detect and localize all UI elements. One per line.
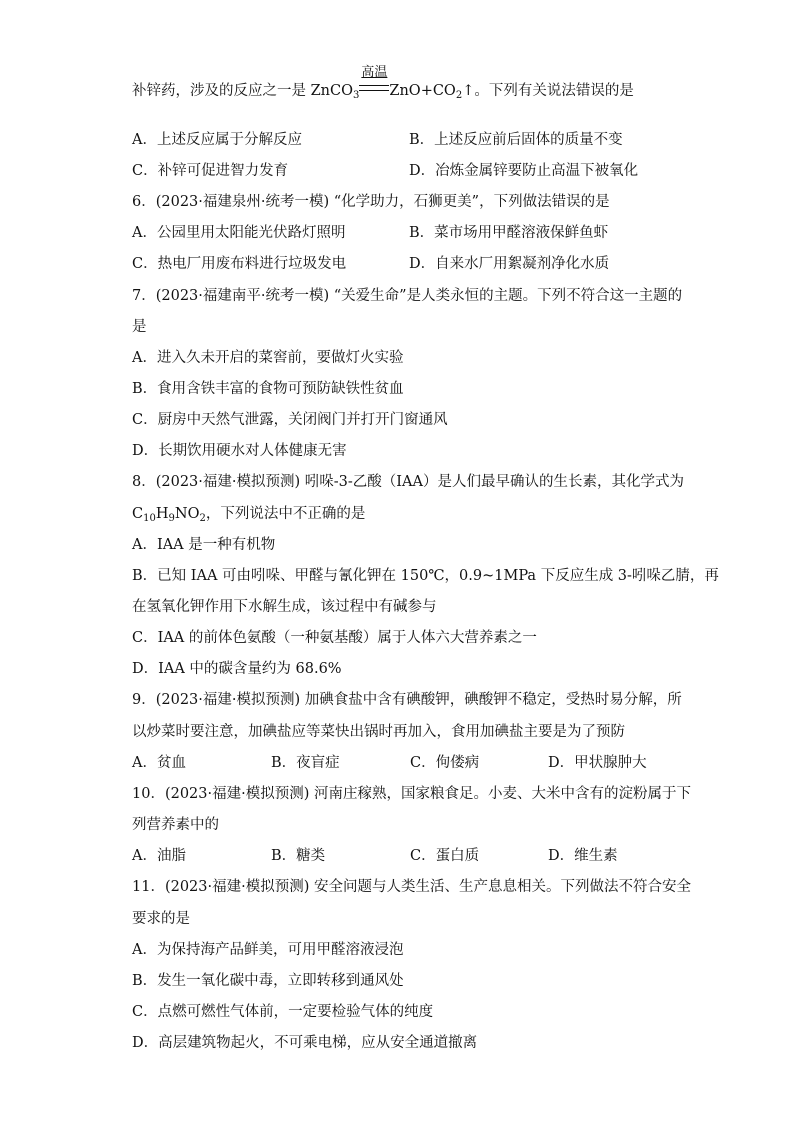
q11-stem-line2: 要求的是 <box>132 911 190 927</box>
q8-option-b-line2[interactable]: 在氢氧化钾作用下水解生成，该过程中有碱参与 <box>132 599 437 615</box>
q7-stem-line2: 是 <box>132 319 147 335</box>
q8-option-c[interactable]: C．IAA 的前体色氨酸（一种氨基酸）属于人体六大营养素之一 <box>132 630 537 646</box>
q6-option-c[interactable]: C．热电厂用废布料进行垃圾发电 <box>132 256 347 272</box>
q9-stem-line2: 以炒菜时要注意，加碘盐应等菜快出锅时再加入，食用加碘盐主要是为了预防 <box>132 724 625 740</box>
q7-option-d[interactable]: D．长期饮用硬水对人体健康无害 <box>132 443 347 459</box>
q11-option-c[interactable]: C．点燃可燃性气体前，一定要检验气体的纯度 <box>132 1004 434 1020</box>
reaction-products: ZnO+CO <box>389 83 456 99</box>
formula-element: NO <box>174 506 200 522</box>
subscript: 9 <box>168 513 175 524</box>
formula-element: H <box>155 506 169 522</box>
q7-stem-line1: 7．(2023·福建南平·统考一模) “关爱生命”是人类永恒的主题。下列不符合这一主题的 <box>132 288 683 304</box>
q8-option-b-line1[interactable]: B．已知 IAA 可由吲哚、甲醛与氰化钾在 150℃，0.9~1MPa 下反应生成 3-吲哚乙腈，再 <box>132 568 719 584</box>
q5-stem-continuation <box>132 65 664 101</box>
q11-option-a[interactable]: A．为保持海产品鲜美，可用甲醛溶液浸泡 <box>132 942 404 958</box>
q6-stem: 6．(2023·福建泉州·统考一模) “化学助力，石狮更美”，下列做法错误的是 <box>132 194 610 210</box>
q5-option-a[interactable]: A．上述反应属于分解反应 <box>132 132 302 148</box>
q10-option-b[interactable]: B．糖类 <box>271 848 326 864</box>
formula-element: C <box>132 506 144 522</box>
q10-stem-line1: 10．(2023·福建·模拟预测) 河南庄稼熟，国家粮食足。小麦、大米中含有的淀粉属于下 <box>132 786 691 802</box>
q11-stem-line1: 11．(2023·福建·模拟预测) 安全问题与人类生活、生产息息相关。下列做法不符合安全 <box>132 879 691 895</box>
q10-option-a[interactable]: A．油脂 <box>132 848 186 864</box>
q8-stem-line1: 8．(2023·福建·模拟预测) 吲哚-3-乙酸（IAA）是人们最早确认的生长素，其化学式为 <box>132 474 684 490</box>
q11-option-b[interactable]: B．发生一氧化碳中毒，立即转移到通风处 <box>132 973 404 989</box>
reaction-text-prefix: 补锌药，涉及的反应之一是 ZnCO <box>132 83 354 99</box>
q5-option-d[interactable]: D．冶炼金属锌要防止高温下被氧化 <box>409 163 639 179</box>
q6-option-d[interactable]: D．自来水厂用絮凝剂净化水质 <box>409 256 610 272</box>
q9-stem-line1: 9．(2023·福建·模拟预测) 加碘食盐中含有碘酸钾，碘酸钾不稳定，受热时易分解，所 <box>132 692 682 708</box>
subscript: 10 <box>143 513 156 524</box>
q10-stem-line2: 列营养素中的 <box>132 817 219 833</box>
q10-option-c[interactable]: C．蛋白质 <box>410 848 480 864</box>
q7-option-a[interactable]: A．进入久未开启的菜窖前，要做灯火实验 <box>132 350 404 366</box>
subscript: 3 <box>353 90 360 101</box>
q9-option-d[interactable]: D．甲状腺肿大 <box>548 755 647 771</box>
q7-option-b[interactable]: B．食用含铁丰富的食物可预防缺铁性贫血 <box>132 381 404 397</box>
q10-option-d[interactable]: D．维生素 <box>548 848 618 864</box>
subscript: 2 <box>455 90 463 101</box>
q9-option-c[interactable]: C．佝偻病 <box>410 755 480 771</box>
subscript: 2 <box>199 513 206 524</box>
equals-sign <box>359 85 389 91</box>
reaction-condition-label: 高温 <box>361 65 388 80</box>
q8-stem-rest: ，下列说法中不正确的是 <box>205 506 366 522</box>
reaction-text-suffix: ↑。下列有关说法错误的是 <box>462 83 634 99</box>
q7-option-c[interactable]: C．厨房中天然气泄露，关闭阀门并打开门窗通风 <box>132 412 448 428</box>
q9-option-b[interactable]: B．夜盲症 <box>271 755 340 771</box>
q5-option-c[interactable]: C．补锌可促进智力发育 <box>132 163 289 179</box>
q6-option-b[interactable]: B．菜市场用甲醛溶液保鲜鱼虾 <box>409 225 609 241</box>
q9-option-a[interactable]: A．贫血 <box>132 755 186 771</box>
q8-option-a[interactable]: A．IAA 是一种有机物 <box>132 537 276 553</box>
q5-option-b[interactable]: B．上述反应前后固体的质量不变 <box>409 132 623 148</box>
q8-stem-line2 <box>132 504 664 524</box>
q11-option-d[interactable]: D．高层建筑物起火，不可乘电梯，应从安全通道撤离 <box>132 1035 478 1051</box>
q6-option-a[interactable]: A．公园里用太阳能光伏路灯照明 <box>132 225 346 241</box>
reaction-condition <box>359 65 389 101</box>
q8-option-d[interactable]: D．IAA 中的碳含量约为 68.6% <box>132 661 342 677</box>
